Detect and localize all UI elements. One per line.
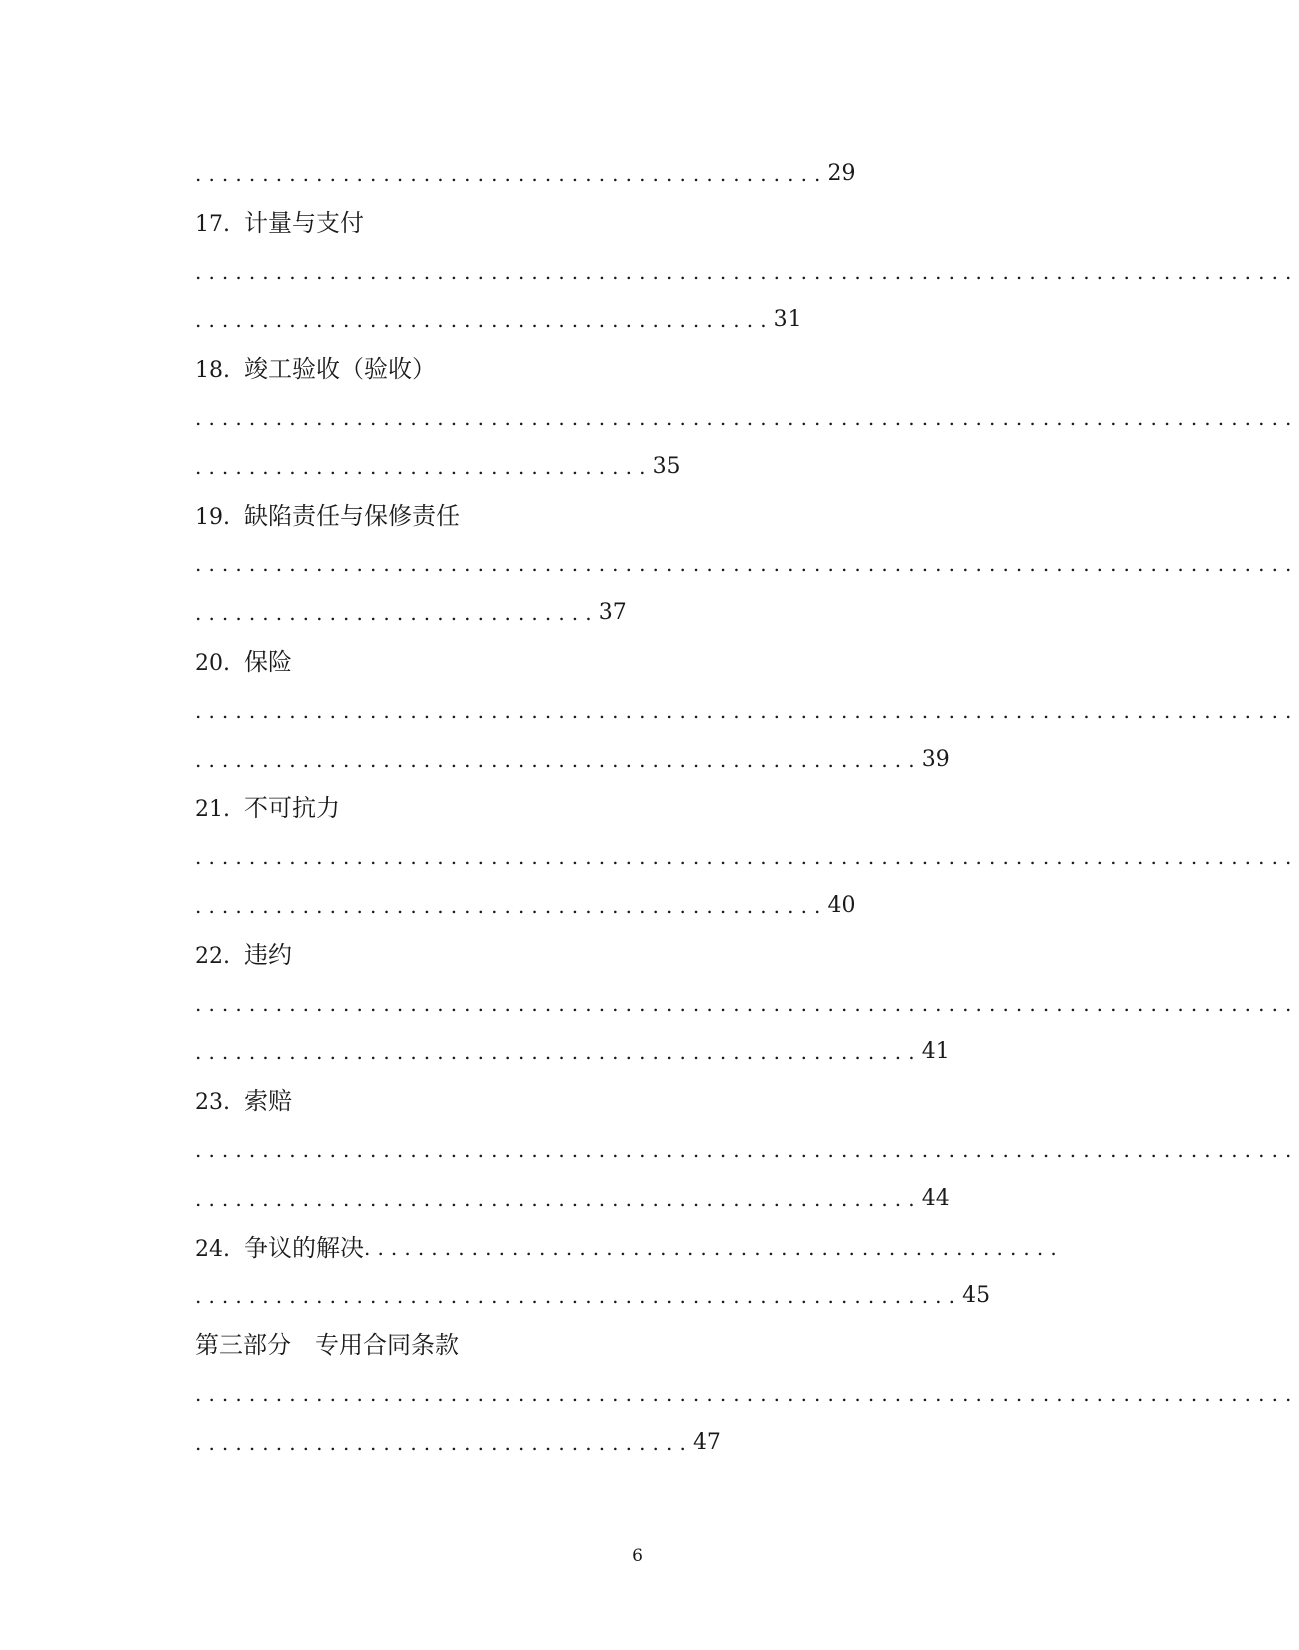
toc-entry-title <box>195 492 1080 541</box>
toc-leader-line <box>195 296 1080 345</box>
toc-leader-line <box>195 1175 1080 1224</box>
toc-dot-leader: ...................................................... <box>195 1186 922 1211</box>
toc-dot-leader: .................................................................................. <box>195 991 1299 1016</box>
toc-entry-label <box>195 648 292 676</box>
toc-entry-label <box>195 1087 292 1115</box>
toc-entry-text: 计量与支付 <box>244 208 364 237</box>
toc-entry-title <box>195 199 1080 248</box>
toc-entry-title <box>195 1077 1080 1126</box>
toc-dot-leader: .................................................................................. <box>195 698 1299 723</box>
toc-entry-number: 17. <box>195 211 230 237</box>
toc-entry-label <box>195 209 364 237</box>
toc-leader-line <box>195 882 1080 931</box>
toc-entry-text: 不可抗力 <box>244 794 340 823</box>
toc-page-number: 47 <box>692 1429 721 1455</box>
toc-dot-leader: .................................................................................. <box>195 845 1299 870</box>
toc-entry-text: 缺陷责任与保修责任 <box>244 501 460 530</box>
toc-leader-line <box>195 589 1080 638</box>
toc-dot-leader: ...................................................... <box>195 1040 922 1065</box>
toc-leader-line <box>195 1370 1299 1419</box>
page-number: 6 <box>632 1546 643 1566</box>
toc-leader-line <box>195 443 1080 492</box>
toc-dot-leader: ......................................................... <box>195 1284 963 1309</box>
toc-leader-line <box>195 736 1080 785</box>
toc-entry-label <box>195 1234 364 1262</box>
toc-entry-number: 19. <box>195 504 230 530</box>
toc-leader-line <box>195 833 1299 882</box>
toc-dot-leader: .................................................................................. <box>195 405 1299 430</box>
toc-leader-line <box>195 1028 1080 1077</box>
toc-dot-leader: .............................. <box>195 601 599 626</box>
toc-entry-label <box>195 502 460 530</box>
toc-entry-number: 18. <box>195 358 230 384</box>
toc-entry-text: 违约 <box>244 940 292 969</box>
table-of-contents <box>195 150 1299 1468</box>
toc-entry-label <box>195 941 292 969</box>
toc-leader-line <box>195 540 1299 589</box>
toc-dot-leader: .................................................... <box>364 1235 1064 1260</box>
toc-entry-label <box>195 794 340 822</box>
toc-page-number: 39 <box>921 746 950 772</box>
toc-page-number: 40 <box>827 892 856 918</box>
toc-entry-text: 第三部分 专用合同条款 <box>195 1331 459 1360</box>
toc-entry-number: 22. <box>195 943 230 969</box>
toc-entry-title <box>195 345 1080 394</box>
toc-page-number: 29 <box>827 161 856 186</box>
toc-page-number: 45 <box>962 1283 991 1309</box>
toc-entry-text: 索赔 <box>244 1087 292 1116</box>
toc-dot-leader: ............................................... <box>195 162 828 186</box>
toc-dot-leader: .................................................................................. <box>195 552 1299 577</box>
toc-entry-label <box>195 1331 459 1359</box>
toc-entry-text: 保险 <box>244 647 292 676</box>
toc-entry-title <box>195 638 1080 687</box>
toc-entry-title <box>195 1224 1080 1273</box>
toc-leader-line <box>195 150 1080 199</box>
toc-entry-label <box>195 355 436 383</box>
toc-page-number: 44 <box>921 1185 950 1211</box>
toc-leader-line <box>195 980 1299 1029</box>
toc-entry-number: 20. <box>195 650 230 676</box>
toc-entry-text: 争议的解决 <box>244 1233 364 1262</box>
toc-page-number: 31 <box>773 307 802 333</box>
toc-dot-leader: .................................. <box>195 454 653 479</box>
toc-entry-title <box>195 1321 1080 1370</box>
toc-entry-title <box>195 931 1080 980</box>
toc-dot-leader: .................................................................................. <box>195 1381 1299 1406</box>
toc-dot-leader: .................................................................................. <box>195 259 1299 284</box>
toc-dot-leader: ........................................... <box>195 308 774 333</box>
toc-dot-leader: ..................................... <box>195 1430 693 1455</box>
toc-leader-line <box>195 687 1299 736</box>
toc-leader-line <box>195 1419 1080 1468</box>
toc-dot-leader: ...................................................... <box>195 747 922 772</box>
toc-leader-line <box>195 1126 1299 1175</box>
toc-leader-line <box>195 1272 1080 1321</box>
toc-entry-number: 24. <box>195 1236 230 1262</box>
toc-dot-leader: ............................................... <box>195 893 828 918</box>
toc-entry-title <box>195 784 1080 833</box>
toc-leader-line <box>195 248 1299 297</box>
toc-page-number: 35 <box>652 453 681 479</box>
toc-page-number: 41 <box>921 1039 950 1065</box>
toc-dot-leader: .................................................................................. <box>195 1137 1299 1162</box>
toc-entry-text: 竣工验收（验收） <box>244 355 436 384</box>
toc-page-number: 37 <box>598 600 627 626</box>
toc-entry-number: 23. <box>195 1090 230 1116</box>
toc-entry-number: 21. <box>195 797 230 823</box>
toc-leader-line <box>195 394 1299 443</box>
